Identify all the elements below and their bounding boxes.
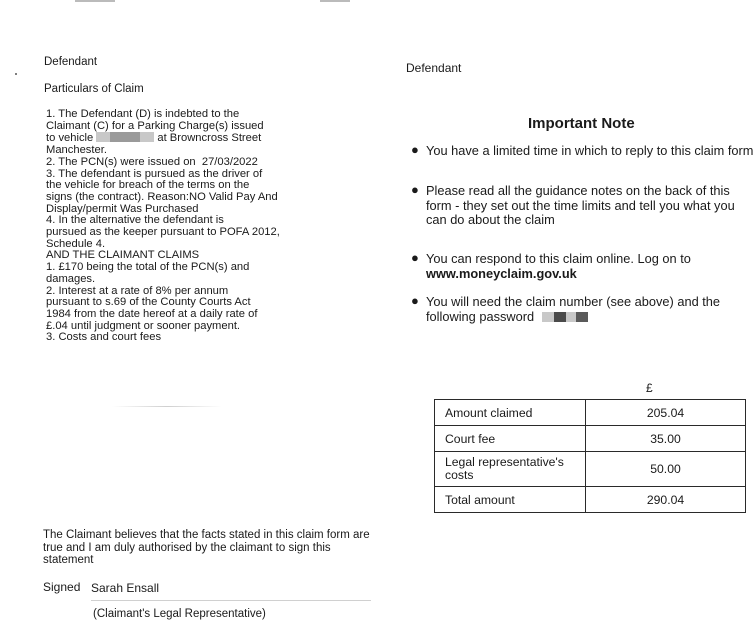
- signature-line: [91, 600, 371, 601]
- particulars-heading: Particulars of Claim: [44, 83, 144, 95]
- particulars-line: 3. Costs and court fees: [46, 331, 162, 344]
- table-row: [435, 452, 746, 487]
- scan-artifact: [15, 73, 17, 75]
- redaction-block: [566, 312, 576, 322]
- particulars-line: AND THE CLAIMANT CLAIMS: [46, 249, 200, 262]
- redaction-block: [110, 132, 140, 142]
- defendant-label-right: Defendant: [406, 61, 462, 75]
- particulars-text: to vehicle: [46, 132, 94, 145]
- amount-value: 205.04: [586, 400, 746, 426]
- note-text-part: You will need the claim number (see above) and the following password: [426, 294, 721, 324]
- redaction-block: [554, 312, 566, 322]
- particulars-line: pursued as the keeper pursuant to POFA 2012,: [46, 226, 280, 239]
- currency-symbol: £: [646, 381, 653, 395]
- important-note-title: Important Note: [528, 115, 635, 132]
- particulars-line: 2. The PCN(s) were issued on 27/03/2022: [46, 155, 258, 168]
- bullet-icon: ●: [411, 250, 419, 265]
- amount-value: 50.00: [586, 452, 746, 487]
- moneyclaim-url: www.moneyclaim.gov.uk: [426, 265, 577, 281]
- scan-artifact: [75, 0, 115, 2]
- statement-of-truth: The Claimant believes that the facts stated in this claim form are true and I am duly authorised by the claimant to sign this statement: [43, 529, 370, 566]
- particulars-line: 1. £170 being the total of the PCN(s) and: [46, 261, 250, 274]
- redaction-block: [576, 312, 588, 322]
- scan-artifact: [320, 0, 350, 2]
- bullet-icon: ●: [411, 142, 419, 157]
- note-text: [426, 295, 753, 324]
- signer-role: (Claimant's Legal Representative): [93, 608, 266, 620]
- particulars-text: at Browncross Street: [154, 132, 262, 145]
- table-row: [435, 426, 746, 452]
- amount-label: Total amount: [435, 487, 586, 513]
- amounts-table: [434, 399, 746, 513]
- bullet-icon: ●: [411, 182, 419, 197]
- redaction-block: [96, 132, 110, 142]
- amount-label: Legal representative's costs: [435, 452, 586, 487]
- particulars-line: Display/permit Was Purchased: [46, 202, 199, 215]
- amount-label: Court fee: [435, 426, 586, 452]
- defendant-label-left: Defendant: [44, 56, 98, 68]
- particulars-line: Claimant (C) for a Parking Charge(s) issued: [46, 119, 264, 132]
- note-text: Please read all the guidance notes on the back of this form - they set out the time limits and tell you what you can do about the claim: [426, 183, 735, 228]
- particulars-line: Schedule 4.: [46, 237, 106, 250]
- particulars-line: £.04 until judgment or sooner payment.: [46, 319, 241, 332]
- bullet-icon: ●: [411, 293, 419, 308]
- particulars-line: 1984 from the date hereof at a daily rate of: [46, 307, 258, 320]
- particulars-line: 4. In the alternative the defendant is: [46, 214, 224, 227]
- particulars-line: the vehicle for breach of the terms on the: [46, 179, 250, 192]
- amount-value: 290.04: [586, 487, 746, 513]
- note-text-part: You can respond to this claim online. Log on to: [426, 251, 691, 266]
- particulars-line: signs (the contract). Reason:NO Valid Pay And: [46, 190, 278, 203]
- particulars-line: 2. Interest at a rate of 8% per annum: [46, 284, 229, 297]
- table-row: [435, 487, 746, 513]
- particulars-of-claim: [46, 109, 321, 344]
- particulars-line: 1. The Defendant (D) is indebted to the: [46, 108, 240, 120]
- redaction-block: [542, 312, 554, 322]
- note-text: [426, 252, 753, 281]
- amount-label: Amount claimed: [435, 400, 586, 426]
- particulars-line: pursuant to s.69 of the County Courts Act: [46, 296, 251, 309]
- table-row: [435, 400, 746, 426]
- amount-value: 35.00: [586, 426, 746, 452]
- scan-artifact: [112, 406, 222, 407]
- particulars-line: damages.: [46, 272, 96, 285]
- particulars-line: 3. The defendant is pursued as the driver of: [46, 167, 263, 180]
- signed-label: Signed: [43, 580, 81, 594]
- particulars-line: Manchester.: [46, 144, 107, 157]
- signer-name: Sarah Ensall: [91, 581, 160, 595]
- redaction-block: [140, 132, 154, 142]
- note-text: You have a limited time in which to reply to this claim form: [426, 143, 753, 158]
